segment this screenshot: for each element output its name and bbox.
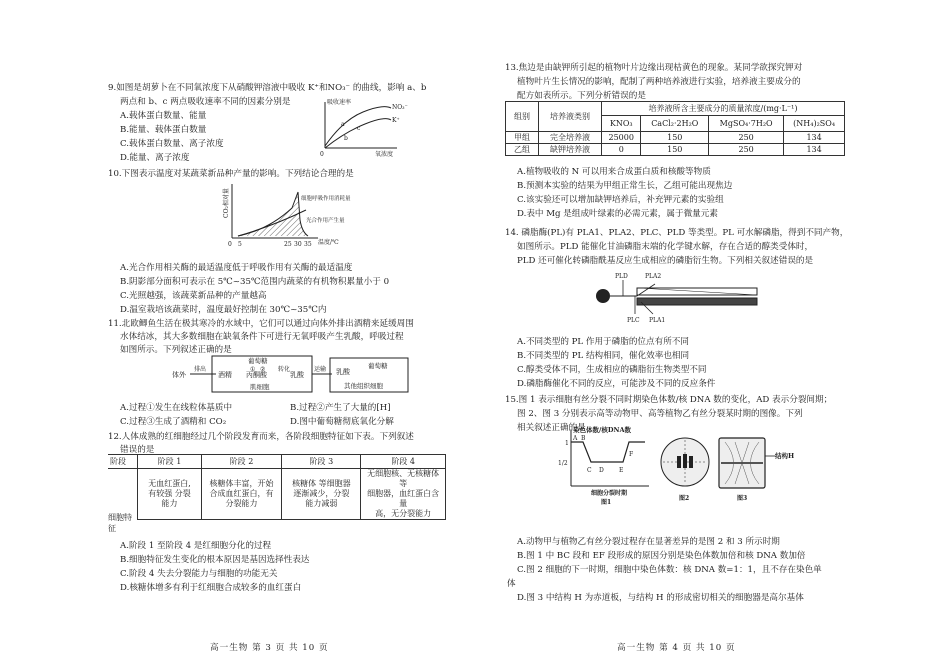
q15-figure3-plant-cell [715,434,805,506]
q15-point-a: A [573,435,578,442]
q13-header-type: 培养液类别 [539,102,602,132]
q15-point-e: E [619,467,624,474]
q15-point-d: D [599,467,604,474]
q12-cell-stage2-l2: 合成血红蛋白，有 [209,489,274,498]
q12-cell-stage4 [361,469,446,520]
q11-outside-label: 体外 [172,371,186,379]
left-page-footer: 高一生物 第 3 页 共 10 页 [210,643,329,653]
q9-graph-point-a: a [341,121,345,128]
q9-option-a: A.载体蛋白数量、能量 [120,111,207,121]
q10-graph-ylabel: CO₂相对量 [223,188,230,218]
q10-graph-curve-photosynthesis: 光合作用产生量 [306,218,345,224]
q11-glucose-label-other: 葡萄糖 [368,362,388,370]
q12-cell-stage4-l3: 高，无分裂能力 [375,509,432,518]
q15-graph-ylabel: 染色体数/核DNA数 [573,426,631,434]
q11-stem-line3: 如图所示。下列叙述正确的是 [120,345,232,355]
q12-cell-stage1-l3: 能力 [161,499,178,508]
q9-option-c: C.载体蛋白数量、离子浓度 [120,139,224,149]
q13-culture-table [505,101,845,156]
q14-option-a: A.不同类型的 PL 作用于磷脂的位点有所不同 [517,337,689,347]
q13-row1-group: 甲组 [506,132,539,144]
q11-glucose-label-muscle: 葡萄糖 [248,357,268,365]
q12-stem-line2: 错误的是 [120,445,155,455]
q13-subheader-mgso4: MgSO₄·7H₂O [709,116,784,132]
q10-graph-tick-0: 0 [228,241,232,248]
q12-header-stage4: 阶段 4 [361,455,446,469]
q12-stem-line1: 12.人体成熟的红细胞经过几个阶段发育而来，各阶段细胞特征如下表。下列叙述 [108,432,414,442]
q11-step1-label: ① [250,366,256,373]
q15-figure1-graph [557,422,653,506]
q9-option-d: D.能量、离子浓度 [120,153,190,163]
left-column [108,0,460,672]
q13-stem-line3: 配方如表所示。下列分析错误的是 [517,91,646,101]
q10-temperature-graph [218,180,351,252]
q12-option-d: D.核糖体增多有利于红细胞合成较多的血红蛋白 [120,583,302,593]
q15-graph-xlabel: 细胞分裂时期 [591,490,628,497]
q13-option-a: A.植物吸收的 N 可以用来合成蛋白质和核酸等物质 [517,167,711,177]
q10-option-a: A.光合作用相关酶的最适温度低于呼吸作用有关酶的最适温度 [120,263,353,273]
q14-label-pla1: PLA1 [649,317,666,324]
q11-transform-label: 转化 [278,366,291,373]
q15-graph-tick-half: 1/2 [558,460,568,467]
q9-graph-origin: 0 [320,151,324,158]
q11-alcohol-label: 酒精 [218,371,232,379]
q12-option-b: B.细胞特征发生变化的根本原因是基因选择性表达 [120,555,310,565]
q15-structure-h-label: 结构H [775,452,795,460]
q14-label-pld: PLD [615,273,628,280]
q13-subheader-kno3: KNO₃ [602,116,641,132]
right-page-footer: 高一生物 第 4 页 共 10 页 [617,643,736,653]
q13-option-b: B.预测本实验的结果为甲组正常生长，乙组可能出现焦边 [517,181,733,191]
q12-header-stage3: 阶段 3 [282,455,361,469]
q15-point-f: F [629,451,634,458]
q12-cell-stage3-l3: 能力减弱 [305,499,338,508]
q13-row1-mgso4: 250 [709,132,784,144]
q15-stem-line1: 15.图 1 表示细胞有丝分裂不同时期染色体数/核 DNA 数的变化，AD 表示分裂间期； [505,395,833,405]
q13-row1-nh4so4: 134 [784,132,845,144]
q13-row2-type: 缺钾培养液 [539,144,602,156]
q15-option-d: D.图 3 中结构 H 为赤道板，与结构 H 的形成密切相关的细胞器是高尔基体 [517,593,804,603]
q11-lactate-label-muscle: 乳酸 [290,371,304,379]
q15-option-b: B.图 1 中 BC 段和 EF 段形成的原因分别是染色体数加倍和核 DNA 数加倍 [517,551,806,561]
q14-option-b: B.不同类型的 PL 结构相同，催化效率也相同 [517,351,690,361]
q9-absorption-graph [313,96,408,158]
q10-graph-curve-respiration: 细胞呼吸作用消耗量 [301,196,351,202]
q12-header-stage2: 阶段 2 [201,455,282,469]
q9-graph-series-no3: NO₃⁻ [392,104,408,111]
q10-graph-tick-30: 30 [294,241,302,248]
q13-option-d: D.表中 Mg 是组成叶绿素的必需元素，属于微量元素 [517,209,718,219]
q15-caption-fig1: 图1 [601,499,612,506]
q12-rowlabel: 细胞特征 [108,513,132,533]
q11-excrete-label: 排出 [194,366,207,373]
q13-subheader-nh4so4: (NH₄)₂SO₄ [784,116,845,132]
q15-caption-fig3: 图3 [737,495,748,502]
q12-stage-table [108,454,446,520]
q14-option-c: C.醇类受体不同，生成相应的磷脂衍生物类型不同 [517,365,707,375]
q11-option-c: C.过程③生成了酒精和 CO₂ [120,417,227,427]
q12-cell-stage2-l3: 分裂能力 [225,499,258,508]
q14-stem-line2: 如图所示。PLD 能催化甘油磷脂末端的化学键水解，存在合适的醇类受体时， [517,242,814,252]
q12-option-a: A.阶段 1 至阶段 4 是红细胞分化的过程 [120,541,272,551]
q15-point-c: C [587,467,592,474]
right-column [505,0,850,672]
q11-pyruvate-label: 丙酮酸 [246,371,267,379]
q13-row1-kno3: 25000 [602,132,641,144]
q15-option-c-wrap: 体 [507,579,516,589]
q11-lactate-label-other: 乳酸 [336,368,350,376]
q15-figure2-animal-cell [657,434,713,506]
q13-header-group: 组别 [506,102,539,132]
q15-point-b: B [581,435,586,442]
q12-cell-stage3-l1: 核糖体 等细胞器 [292,479,351,488]
q13-stem-line1: 13.焦边是由缺钾所引起的植物叶片边缘出现枯黄色的现象。某同学欲探究钾对 [505,63,803,73]
q11-option-a: A.过程①发生在线粒体基质中 [120,403,233,413]
q11-muscle-cell-label: 肌细胞 [250,383,270,391]
q9-graph-point-b: b [344,135,348,142]
q10-option-d: D.温室栽培该蔬菜时，温度最好控制在 30℃~35℃内 [120,305,327,315]
q10-graph-xlabel: 温度/℃ [318,239,339,246]
q14-stem-line1: 14. 磷脂酶(PL)有 PLA1、PLA2、PLC、PLD 等类型。PL 可水解磷脂，得到不同产物， [505,228,849,238]
q12-cell-stage3-l2: 逐渐减少，分裂 [293,489,350,498]
q13-row2-group: 乙组 [506,144,539,156]
q11-stem-line1: 11.北欧鲫鱼生活在极其寒冷的水域中，它们可以通过向体外排出酒精来延缓周围 [108,319,414,329]
q10-option-c: C.光照越强，该蔬菜新品种的产量越高 [120,291,267,301]
q13-row2-nh4so4: 134 [784,144,845,156]
q11-stem-line2: 水体结冰，其大多数细胞在缺氧条件下可进行无氧呼吸产生乳酸，呼吸过程 [120,332,404,342]
q13-row1-type: 完全培养液 [539,132,602,144]
q12-option-c: C.阶段 4 失去分裂能力与细胞的功能无关 [120,569,278,579]
q12-header-stage: 阶段 [108,455,138,469]
q13-row2-kno3: 0 [602,144,641,156]
q14-phospholipid-diagram [593,266,763,330]
q12-header-stage1: 阶段 1 [138,455,201,469]
q14-label-plc: PLC [627,317,640,324]
q10-graph-tick-5: 5 [238,241,242,248]
q12-cell-stage2 [201,469,282,520]
q13-row2-cacl2: 150 [641,144,709,156]
q13-header-main: 培养液所含主要成分的质量浓度/(mg·L⁻¹) [602,102,845,116]
q15-stem-line3: 相关叙述正确的是 [517,423,586,433]
q12-cell-stage1-l2: 有较强 分裂 [148,489,191,498]
q12-cell-stage1 [138,469,201,520]
q15-option-a: A.动物甲与植物乙有丝分裂过程存在显著差异的是图 2 和 3 所示时期 [517,537,780,547]
q15-stem-line2: 图 2、图 3 分别表示高等动物甲、高等植物乙有丝分裂某时期的图像。下列 [517,409,803,419]
q12-cell-stage3 [282,469,361,520]
q14-stem-line3: PLD 还可催化转磷脂酰基反应生成相应的磷脂衍生物。下列相关叙述错误的是 [517,256,814,266]
q11-step2-label: ② [260,366,266,373]
q15-caption-fig2: 图2 [679,495,690,502]
q13-row1-cacl2: 150 [641,132,709,144]
q13-row2-mgso4: 250 [709,144,784,156]
q11-option-d: D.图中葡萄糖彻底氧化分解 [290,417,394,427]
q12-cell-stage4-l2: 细胞器，血红蛋白含量 [367,489,440,508]
q10-graph-tick-25: 25 [284,241,292,248]
q9-stem-line2: 两点和 b、c 两点吸收速率不同的因素分别是 [120,97,291,107]
q14-label-pla2: PLA2 [645,273,662,280]
q10-stem: 10.下图表示温度对某蔬菜新品种产量的影响。下列结论合理的是 [108,169,354,179]
q9-graph-series-k: K⁺ [392,117,400,124]
q10-graph-tick-35: 35 [304,241,312,248]
q9-graph-point-c: c [357,125,361,132]
q14-option-d: D.磷脂酶催化不同的反应，可能涉及不同的反应条件 [517,379,716,389]
q12-cell-stage1-l1: 无血红蛋白, [148,479,191,488]
q11-respiration-diagram [170,352,420,398]
q13-option-c: C.该实验还可以增加缺钾培养后，补充钾元素的实验组 [517,195,724,205]
q11-other-cell-label: 其他组织细胞 [344,382,383,390]
q9-stem-line1: 9.如图是胡萝卜在不同氧浓度下从硝酸钾溶液中吸收 K⁺和NO₃⁻ 的曲线，影响 a、b [108,83,427,93]
q11-option-b: B.过程②产生了大量的[H] [290,403,391,413]
q12-cell-stage2-l1: 核糖体丰富，开始 [209,479,274,488]
q15-graph-tick-1: 1 [565,440,569,447]
q13-subheader-cacl2: CaCl₂·2H₂O [641,116,709,132]
q15-option-c: C.图 2 细胞的下一时期，细胞中染色体数：核 DNA 数=1：1，且不存在染色单 [517,565,822,575]
q12-cell-stage4-l1: 无细胞核、无核糖体等 [367,469,440,488]
q9-graph-xlabel: 氧浓度 [375,151,394,158]
q11-transport-label: 运输 [314,366,327,373]
q13-stem-line2: 植物叶片生长情况的影响，配制了两种培养液进行实验，培养液主要成分的 [517,77,801,87]
q9-option-b: B.能量、载体蛋白数量 [120,125,207,135]
q9-graph-ylabel: 吸收速率 [327,99,352,106]
q10-option-b: B.阴影部分面积可表示在 5℃~35℃范围内蔬菜的有机物积累量小于 0 [120,277,390,287]
q14-head-group-icon [596,289,610,303]
